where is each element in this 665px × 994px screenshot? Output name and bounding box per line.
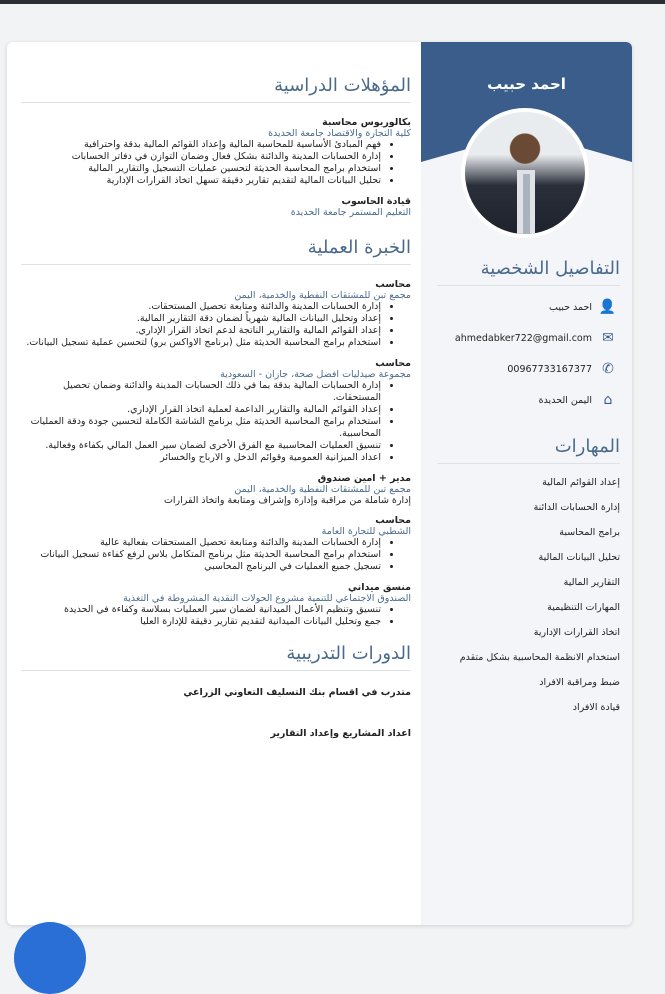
bullet-item: • تنسيق وتنظيم الأعمال الميدانية لضمان سير العمليات بسلاسة وكفاءة في الحديدة [21, 604, 381, 616]
skill-item: المهارات التنظيمية [547, 602, 620, 613]
entry [21, 117, 411, 187]
entry-subtitle: التعليم المستمر جامعة الحديدة [290, 207, 411, 218]
envelope-icon: ✉ [602, 330, 614, 346]
entry-title: بكالوريوس محاسبة [322, 117, 411, 128]
contact-text: اليمن الحديدة [538, 394, 592, 406]
bullet-item: • استخدام برامج المحاسبة الحديثة مثل برنامج المتكامل بلاس لرفع كفاءة تسجيل البيانات [21, 549, 381, 561]
entry-title: محاسب [375, 515, 411, 526]
entry [21, 473, 411, 506]
education-list [21, 117, 411, 218]
contact-name [549, 299, 616, 315]
skill-item: برامج المحاسبة [559, 527, 620, 538]
home-icon: ⌂ [603, 392, 613, 408]
bullet-item: • تنسيق العمليات المحاسبية مع الفرق الأخرى لضمان سير العمل المالي بكفاءة وفعالية. [21, 440, 381, 452]
skill-item: اتخاذ القرارات الإدارية [533, 627, 620, 638]
skill-item: التقارير المالية [563, 577, 620, 588]
entry-title: قيادة الحاسوب [341, 196, 411, 207]
main-content [21, 42, 411, 739]
entry-bullets [21, 380, 411, 464]
entry-subtitle: كلية التجارة والاقتصاد جامعة الحديدة [268, 128, 411, 139]
courses-heading: الدورات التدريبية [21, 643, 411, 671]
entry-title: مدير + امين صندوق [317, 473, 411, 484]
entry-bullets [21, 604, 411, 628]
skill-item: استخدام الانظمة المحاسبية بشكل متقدم [459, 652, 620, 663]
course-item: متدرب في اقسام بنك التسليف التعاوني الزراعي [183, 687, 411, 698]
bullet-item: • تحليل البيانات المالية لتقديم تقارير دقيقة تسهل اتخاذ القرارات الإدارية [21, 175, 381, 187]
profile-photo [461, 108, 589, 238]
entry-bullets [21, 301, 411, 349]
personal-details-heading: التفاصيل الشخصية [437, 258, 620, 286]
bullet-item: • تسجيل جميع العمليات في البرنامج المحاسبي [21, 561, 381, 573]
bullet-item: • جمع وتحليل البيانات الميدانية لتقديم تقارير دقيقة للإدارة العليا [21, 616, 381, 628]
contact-text: احمد حبيب [549, 301, 592, 313]
bullet-item: • استخدام برامج المحاسبة الحديثة مثل برنامج الشاشة الكاملة لتحسين جودة ودقة العمليات المحاسبية. [21, 416, 381, 440]
bullet-item: • استخدام برامج المحاسبة الحديثة لتحسين عمليات التسجيل والتقارير المالية [21, 163, 381, 175]
bullet-item: • إدارة الحسابات المدينة والدائنة بشكل فعال وضمان التوازن في دفاتر الحسابات [21, 151, 381, 163]
contact-text: 00967733167377 [507, 363, 592, 375]
entry-bullets [21, 537, 411, 573]
resume-card [7, 42, 632, 925]
contact-text: ahmedabker722@gmail.com [454, 332, 592, 344]
entry-subtitle: مجموعة صيدليات افضل صحة، جازان - السعودية [220, 369, 411, 380]
entry-title: منسق ميداني [348, 582, 411, 593]
bullet-item: • إعداد القوائم المالية والتقارير الناتجة لدعم اتخاذ القرار الإداري. [21, 325, 381, 337]
person-name: احمد حبيب [487, 75, 566, 93]
entry-subtitle: الصندوق الاجتماعي للتنمية مشروع الحولات النقدية المشروطة في التغذية [123, 593, 411, 604]
skill-item: ضبط ومراقبة الافراد [539, 677, 620, 688]
contact-address [539, 392, 616, 408]
experience-heading: الخبرة العملية [21, 237, 411, 265]
phone-icon: ✆ [602, 361, 614, 377]
skills-heading: المهارات [437, 436, 620, 464]
entry-text: إدارة شاملة من مراقبة وإدارة وإشراف ومتابعة واتخاذ القرارات [163, 495, 411, 506]
entry [21, 358, 411, 464]
entry-subtitle: مجمع تبن للمشتقات النفطية والخدمية، اليمن [234, 290, 411, 301]
skill-item: تحليل البيانات المالية [538, 552, 620, 563]
education-heading: المؤهلات الدراسية [21, 75, 411, 103]
entry [21, 515, 411, 573]
bullet-item: • إدارة الحسابات المدينة والدائنة ومتابعة تحصيل المستحقات. [21, 301, 381, 313]
bullet-item: • استخدام برامج المحاسبة الحديثة مثل (برنامج الاواكس برو) لتحسين عملية تسجيل البيانات. [21, 337, 381, 349]
entry-subtitle: مجمع تبن للمشتقات النفطية والخدمية، اليمن [234, 484, 411, 495]
skill-item: إعداد القوائم المالية [542, 477, 620, 488]
entry-title: محاسب [375, 279, 411, 290]
entry [21, 582, 411, 628]
contact-email[interactable] [455, 330, 616, 346]
bullet-item: • إدارة الحسابات المدينة والدائنة ومتابعة تحصيل المستحقات بفعالية عالية [21, 537, 381, 549]
bullet-item: • إعداد القوائم المالية والتقارير الداعمة لعملية اتخاذ القرار الإداري. [21, 404, 381, 416]
contact-phone[interactable] [507, 361, 616, 377]
entry-title: محاسب [375, 358, 411, 369]
bullet-item: • فهم المبادئ الأساسية للمحاسبة المالية وإعداد القوائم المالية بدقة واحترافية [21, 139, 381, 151]
entry-bullets [21, 139, 411, 187]
sidebar [421, 42, 632, 925]
entry [21, 196, 411, 218]
skill-item: قيادة الافراد [572, 702, 620, 713]
user-icon: 👤 [598, 299, 616, 315]
course-item: اعداد المشاريع وإعداد التقارير [270, 728, 411, 739]
top-bar [0, 0, 665, 4]
skill-item: إدارة الحسابات الدائنة [533, 502, 620, 513]
entry-subtitle: الشطبي للتجارة العامة [321, 526, 411, 537]
experience-list [21, 279, 411, 628]
entry [21, 279, 411, 349]
bullet-item: • إعداد وتحليل البيانات المالية شهرياً لضمان دقة التقارير المالية. [21, 313, 381, 325]
bullet-item: • اعداد الميزانية العمومية وقوائم الدخل و الارباح والخسائر [21, 452, 381, 464]
bullet-item: • إدارة الحسابات المالية بدقة بما في ذلك الحسابات المدينة والدائنة وضمان تحصيل المستحقات. [21, 380, 381, 404]
